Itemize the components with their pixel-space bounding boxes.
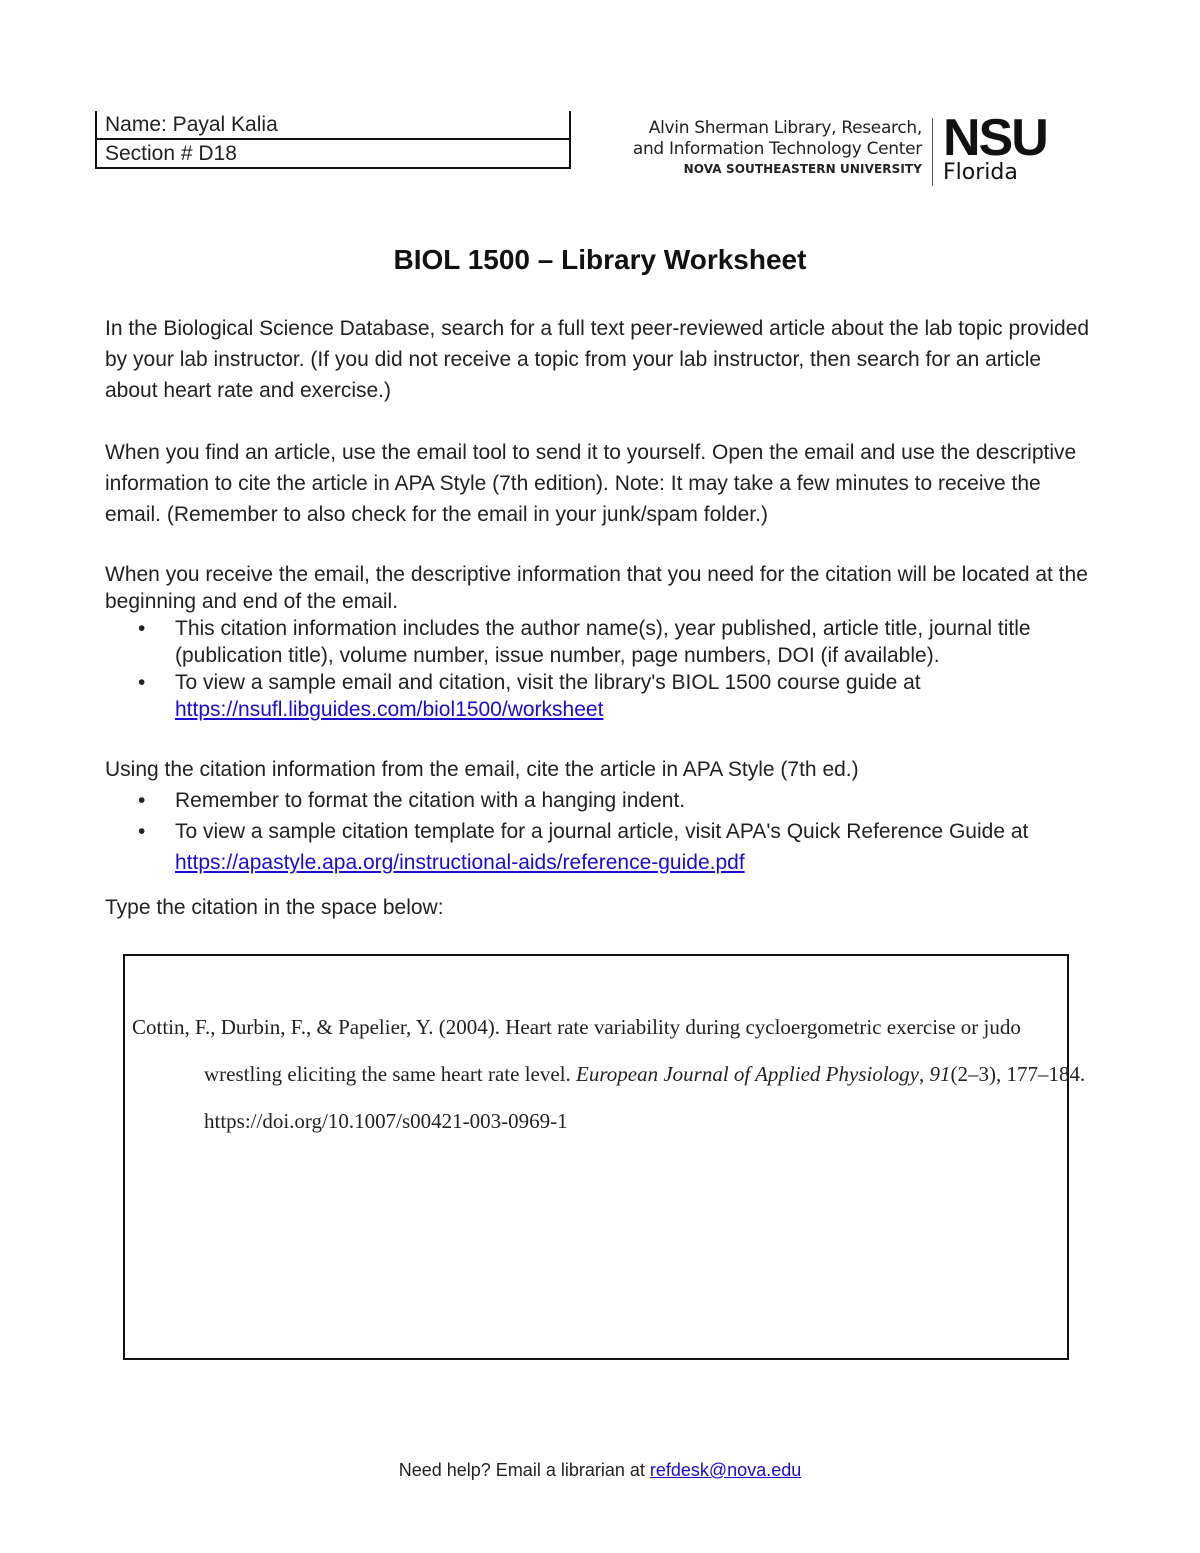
instruction-paragraph-cite: Using the citation information from the email, cite the article in APA Style (7th ed.) xyxy=(105,758,859,781)
citation-issue-pages-doi: (2–3), 177–184. https://doi.org/10.1007/s00421-003-0969-1 xyxy=(204,1062,1086,1133)
list-item xyxy=(138,785,1095,816)
citation-box[interactable] xyxy=(123,954,1086,1360)
instruction-paragraph-receive: When you receive the email, the descriptive information that you need for the citation will be located at the beginning and end of the email. xyxy=(105,563,1088,613)
course-guide-link[interactable]: https://nsufl.libguides.com/biol1500/worksheet xyxy=(175,698,604,721)
citation-journal: European Journal of Applied Physiology xyxy=(576,1062,919,1086)
citation-info-list xyxy=(105,615,1095,723)
university-name: NOVA SOUTHEASTERN UNIVERSITY xyxy=(683,162,922,176)
name-row xyxy=(96,111,570,139)
nsu-wordmark: NSU xyxy=(943,109,1047,167)
instruction-paragraph-type: Type the citation in the space below: xyxy=(105,896,444,919)
instruction-paragraph-search: In the Biological Science Database, search for a full text peer-reviewed article about the lab topic provided by your lab instructor. (If you did not receive a topic from your lab instructor, then search for an article about heart rate and exercise.) xyxy=(105,317,1090,402)
bullet-icon: • xyxy=(138,820,146,843)
bullet-icon: • xyxy=(138,671,146,694)
list-item xyxy=(138,669,1095,723)
citation-volume: 91 xyxy=(929,1062,951,1086)
list-item-text: To view a sample citation template for a journal article, visit APA's Quick Reference Guide at xyxy=(175,820,1029,843)
list-item-text: This citation information includes the author name(s), year published, article title, journal title (publication title), volume number, issue number, page numbers, DOI (if available). xyxy=(175,617,1031,667)
refdesk-email-link[interactable]: refdesk@nova.edu xyxy=(649,1460,802,1480)
logo-divider xyxy=(932,118,933,186)
bullet-icon: • xyxy=(138,617,146,640)
citation-authors-title: Cottin, F., Durbin, F., & Papelier, Y. (2004). Heart rate variability during cycloergometric exercise or judo wrestling eliciting the same heart rate level. xyxy=(132,1015,1021,1086)
footer-help xyxy=(0,1460,1200,1481)
page-title: BIOL 1500 – Library Worksheet xyxy=(393,244,807,275)
library-logo-text xyxy=(633,118,922,178)
student-info-table xyxy=(95,111,571,169)
list-item xyxy=(138,615,1095,669)
instructions xyxy=(105,313,1095,923)
section-row xyxy=(96,139,570,168)
section-number[interactable]: Section # D18 xyxy=(96,139,570,168)
list-item xyxy=(138,816,1095,878)
library-name-line2: and Information Technology Center xyxy=(632,139,922,159)
apa-reference-guide-link[interactable]: https://apastyle.apa.org/instructional-aids/reference-guide.pdf xyxy=(175,851,745,874)
student-name[interactable]: Name: Payal Kalia xyxy=(96,111,570,139)
list-item-text: To view a sample email and citation, visit the library's BIOL 1500 course guide at xyxy=(175,671,921,694)
footer-text: Need help? Email a librarian at xyxy=(398,1460,650,1480)
florida-wordmark: Florida xyxy=(943,160,1018,185)
list-item-text: Remember to format the citation with a hanging indent. xyxy=(175,789,686,812)
citation-text[interactable] xyxy=(132,1004,1104,1145)
bullet-icon: • xyxy=(138,789,146,812)
instruction-paragraph-email: When you find an article, use the email tool to send it to yourself. Open the email and use the descriptive information to cite the article in APA Style (7th edition). Note: It may take a few minutes to receive the email. (Remember to also check for the email in your junk/spam folder.) xyxy=(105,441,1077,526)
nsu-library-logo xyxy=(620,109,1070,192)
library-name-line1: Alvin Sherman Library, Research, xyxy=(648,118,922,138)
citation-separator: , xyxy=(918,1062,930,1086)
format-tips-list xyxy=(105,785,1095,878)
